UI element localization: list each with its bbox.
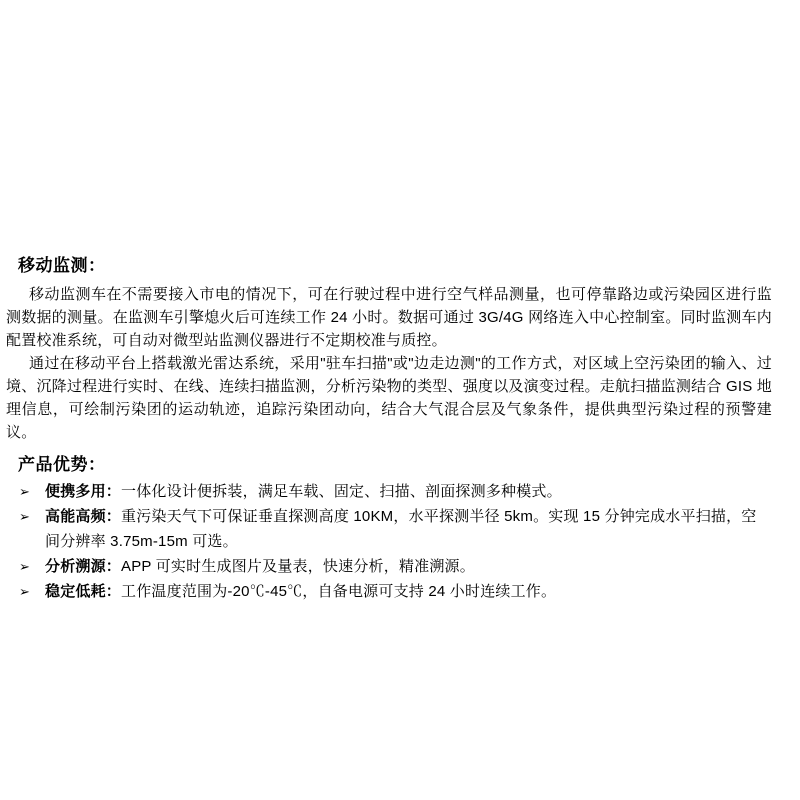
bullet-content: [45, 504, 760, 554]
mobile-monitoring-paragraph-2: 通过在移动平台上搭载激光雷达系统，采用"驻车扫描"或"边走边测"的工作方式，对区域上空污染团的输入、过境、沉降过程进行实时、在线、连续扫描监测，分析污染物的类型、强度以及演变过程。走航扫描监测结合 GIS 地理信息，可绘制污染团的运动轨迹，追踪污染团动向，结合大气混合层及气象条件，提供典型污染过程的预警建议。: [6, 355, 772, 441]
bullet-arrow-icon: ➢: [19, 484, 30, 499]
bullet-arrow-icon: ➢: [19, 584, 30, 599]
bullet-content: [45, 554, 760, 579]
bullet-label: 分析溯源：: [45, 558, 122, 575]
document-body: [0, 255, 800, 604]
bullet-label: 稳定低耗：: [45, 583, 122, 600]
bullet-label: 便携多用：: [45, 483, 122, 500]
product-advantages-heading: 产品优势：: [18, 455, 106, 474]
bullet-item-stable: [0, 579, 800, 604]
bullet-arrow-icon: ➢: [19, 559, 30, 574]
bullet-text: 重污染天气下可保证垂直探测高度 10KM，水平探测半径 5km。实现 15 分钟完成水平扫描，空间分辨率 3.75m-15m 可选。: [45, 508, 757, 550]
bullet-content: [45, 579, 760, 604]
bullet-label: 高能高频：: [45, 508, 122, 525]
bullet-item-analysis: [0, 554, 800, 579]
bullet-text: APP 可实时生成图片及量表，快速分析，精准溯源。: [121, 558, 475, 575]
advantages-bullet-list: [0, 479, 800, 604]
mobile-monitoring-paragraph-1: 移动监测车在不需要接入市电的情况下，可在行驶过程中进行空气样品测量，也可停靠路边或污染园区进行监测数据的测量。在监测车引擎熄火后可连续工作 24 小时。数据可通过 3G/4G 网络连入中心控制室。同时监测车内配置校准系统，可自动对微型站监测仪器进行不定期校准与质控。: [6, 286, 772, 349]
bullet-arrow-icon: ➢: [19, 509, 30, 524]
bullet-item-high-power: [0, 504, 800, 554]
bullet-text: 一体化设计便拆装，满足车载、固定、扫描、剖面探测多种模式。: [121, 483, 562, 500]
mobile-monitoring-heading: 移动监测：: [18, 256, 106, 275]
bullet-item-portable: [0, 479, 800, 504]
bullet-content: [45, 479, 760, 504]
bullet-text: 工作温度范围为-20℃-45℃，自备电源可支持 24 小时连续工作。: [121, 583, 557, 600]
